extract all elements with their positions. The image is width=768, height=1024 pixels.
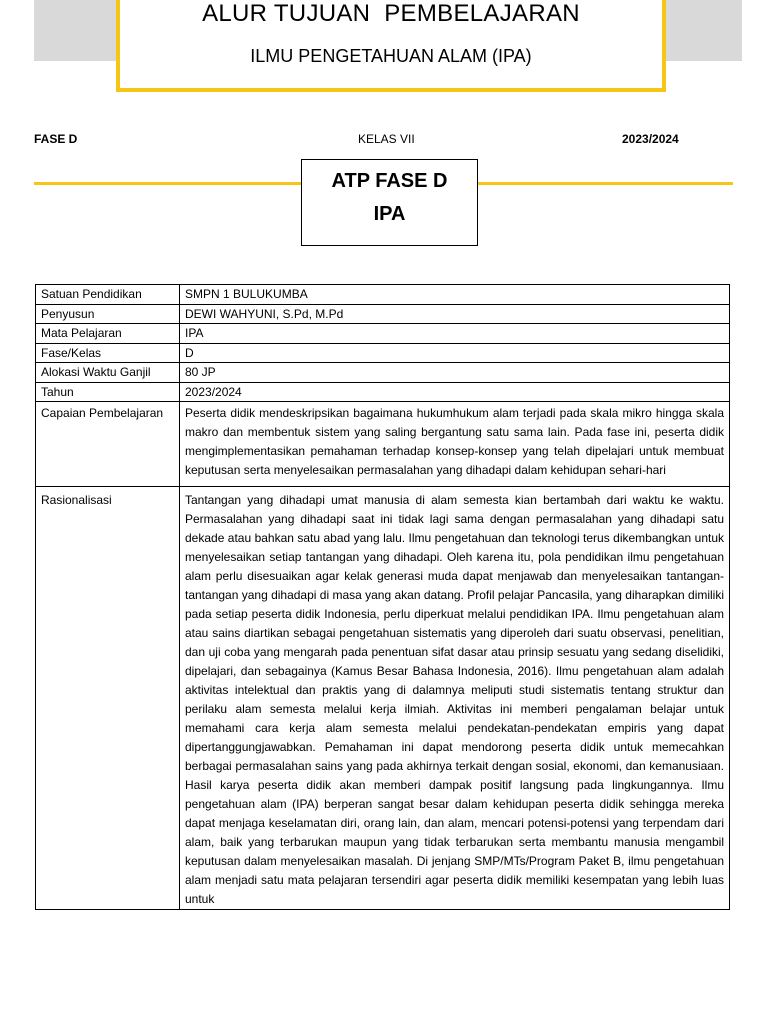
table-row-capaian	[36, 402, 730, 487]
capaian-text: Peserta didik mendeskripsikan bagaimana hukumhukum alam terjadi pada skala mikro hingga skala makro dan membentuk sistem yang saling bergantung satu sama lain. Pada fase ini, peserta didik mengimplementasikan pemahaman terhadap konsep-konsep yang telah dipelajari untuk membuat keputusan serta menyelesaikan permasalahan yang dihadapi dalam kehidupan sehari-hari	[180, 402, 730, 487]
table-row	[36, 324, 730, 344]
capaian-label: Capaian Pembelajaran	[36, 402, 180, 487]
row-value: 2023/2024	[180, 382, 730, 402]
row-label: Alokasi Waktu Ganjil	[36, 363, 180, 383]
meta-fase: FASE D	[34, 132, 78, 146]
row-value: SMPN 1 BULUKUMBA	[180, 285, 730, 305]
table-row	[36, 285, 730, 305]
row-value: D	[180, 343, 730, 363]
row-label: Tahun	[36, 382, 180, 402]
row-label: Satuan Pendidikan	[36, 285, 180, 305]
document-subtitle: ILMU PENGETAHUAN ALAM (IPA)	[250, 46, 532, 66]
rasionalisasi-label: Rasionalisasi	[36, 487, 180, 910]
table-row	[36, 363, 730, 383]
divider-right	[477, 182, 733, 185]
divider-left	[34, 182, 302, 185]
rasionalisasi-text: Tantangan yang dihadapi umat manusia di alam semesta kian bertambah dari waktu ke waktu. Permasalahan yang dihadapi saat ini tidak lagi sama dengan permasalahan yang dihadapi satu dekade atau bahkan satu abad yang lalu. Ilmu pengetahuan dan teknologi terus dikembangkan untuk menyelesaikan setiap tantangan yang dihadapi. Oleh karena itu, pola pendidikan ilmu pengetahuan alam perlu disesuaikan agar kelak generasi muda dapat menjawab dan menyelesaikan tantangan-tantangan yang dihadapi di masa yang akan datang. Profil pelajar Pancasila, yang diharapkan dimiliki pada setiap peserta didik Indonesia, perlu diperkuat melalui pendidikan IPA. Ilmu pengetahuan alam atau sains diartikan sebagai pengetahuan sistematis yang diperoleh dari suatu observasi, penelitian, dan uji coba yang mengarah pada penentuan sifat dasar atau prinsip sesuatu yang sedang diselidiki, dipelajari, dan sebagainya (Kamus Besar Bahasa Indonesia, 2016). Ilmu pengetahuan alam adalah aktivitas intelektual dan praktis yang di dalamnya meliputi studi sistematis tentang struktur dan perilaku alam semesta melalui kerja ilmiah. Aktivitas ini memberi pengalaman belajar untuk memahami cara kerja alam semesta melalui pendekatan-pendekatan empiris yang dapat dipertanggungjawabkan. Pemahaman ini dapat mendorong peserta didik untuk memecahkan berbagai permasalahan sains yang pada akhirnya terkait dengan sosial, ekonomi, dan kemanusiaan. Hasil karya peserta didik akan memberi dampak positif langsung pada lingkungannya. Ilmu pengetahuan alam (IPA) berperan sangat besar dalam kehidupan peserta didik sehingga mereka dapat menjaga keselamatan diri, orang lain, dan alam, mencari potensi-potensi yang terpendam dari alam, baik yang terbarukan maupun yang tidak terbarukan serta membantu manusia mengambil keputusan dalam menyelesaikan masalah. Di jenjang SMP/MTs/Program Paket B, ilmu pengetahuan alam menjadi satu mata pelajaran tersendiri agar peserta didik memiliki kesempatan yang lebih luas untuk	[180, 487, 730, 910]
atp-box	[301, 159, 478, 246]
table-row	[36, 343, 730, 363]
table-row	[36, 304, 730, 324]
row-value: 80 JP	[180, 363, 730, 383]
row-label: Fase/Kelas	[36, 343, 180, 363]
row-value: IPA	[180, 324, 730, 344]
row-label: Penyusun	[36, 304, 180, 324]
atp-box-line2: IPA	[373, 203, 406, 225]
table-row-rasionalisasi	[36, 487, 730, 910]
meta-kelas: KELAS VII	[358, 132, 415, 146]
row-value: DEWI WAHYUNI, S.Pd, M.Pd	[180, 304, 730, 324]
document-title: ALUR TUJUAN PEMBELAJARAN	[202, 0, 580, 27]
info-table	[35, 284, 730, 910]
meta-tahun: 2023/2024	[622, 132, 679, 146]
title-box	[116, 0, 666, 92]
atp-box-line1: ATP FASE D	[331, 170, 448, 192]
row-label: Mata Pelajaran	[36, 324, 180, 344]
table-row	[36, 382, 730, 402]
